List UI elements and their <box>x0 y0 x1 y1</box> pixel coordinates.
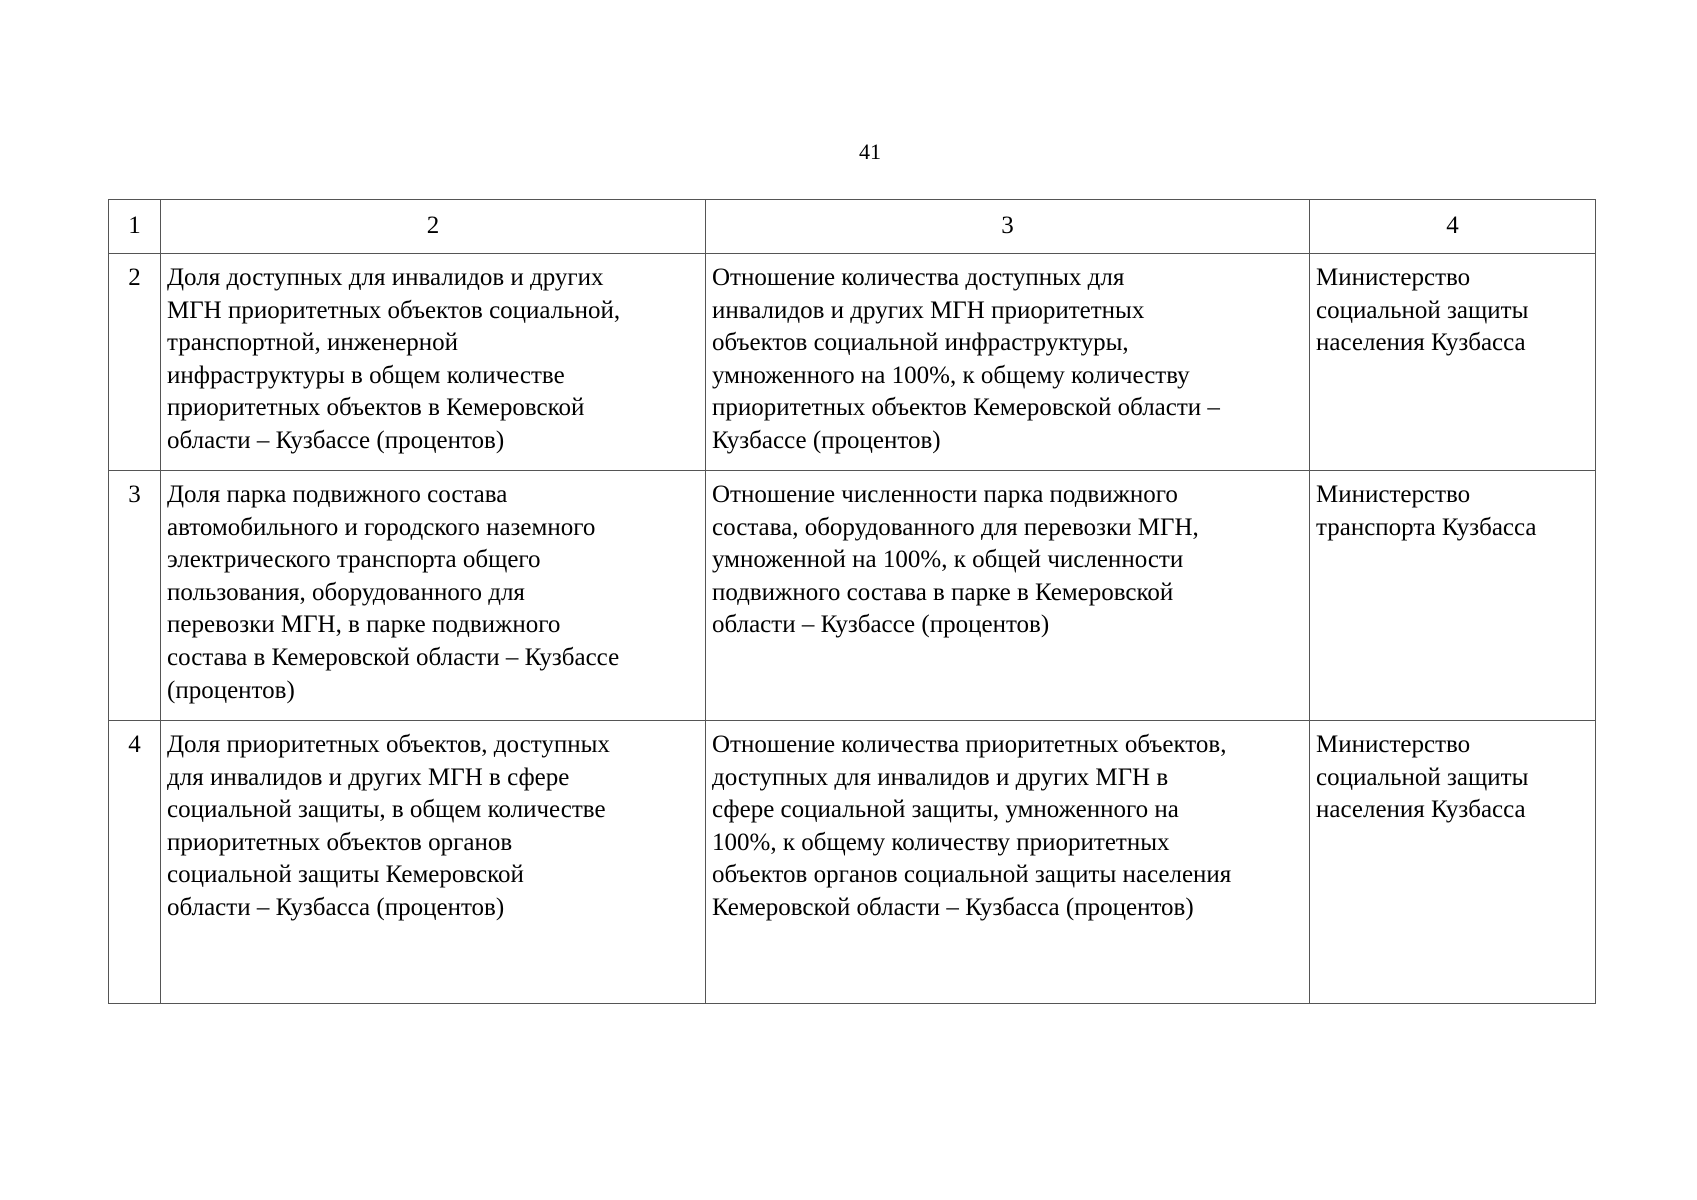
table-row <box>109 254 1596 471</box>
column-number-header-2: 2 <box>161 200 706 254</box>
responsible-text: Министерство транспорта Кузбасса <box>1316 481 1537 541</box>
indicator-text: Доля доступных для инвалидов и других МГН приоритетных объектов социальной, транспортной, инженерной инфраструктуры в общем количестве приоритетных объектов в Кемеровской области – Кузбассе (процентов) <box>167 264 621 454</box>
indicator-text: Доля приоритетных объектов, доступных для инвалидов и других МГН в сфере социальной защиты, в общем количестве приоритетных объектов органов социальной защиты Кемеровской области – Кузбасса (процентов) <box>167 731 610 921</box>
method-text: Отношение количества приоритетных объектов, доступных для инвалидов и других МГН в сфере социальной защиты, умноженного на 100%, к общему количеству приоритетных объектов органов социальной защиты населения Кемеровской области – Кузбасса (процентов) <box>712 731 1232 921</box>
method-text: Отношение численности парка подвижного состава, оборудованного для перевозки МГН, умноженной на 100%, к общей численности подвижного состава в парке в Кемеровской области – Кузбассе (процентов) <box>712 481 1199 639</box>
responsible-text: Министерство социальной защиты населения Кузбасса <box>1316 264 1529 357</box>
table-row <box>109 471 1596 721</box>
column-number-header-1: 1 <box>109 200 161 254</box>
column-number-header-4: 4 <box>1310 200 1596 254</box>
row-number-cell: 3 <box>109 471 161 721</box>
indicators-table <box>108 199 1596 1004</box>
row-number-cell: 4 <box>109 721 161 1004</box>
responsible-text: Министерство социальной защиты населения Кузбасса <box>1316 731 1529 824</box>
method-cell <box>706 471 1310 721</box>
responsible-cell <box>1310 254 1596 471</box>
responsible-cell <box>1310 721 1596 1004</box>
page-number: 41 <box>859 139 881 164</box>
responsible-cell <box>1310 471 1596 721</box>
table-header-row <box>109 200 1596 254</box>
table-row <box>109 721 1596 1004</box>
method-cell <box>706 254 1310 471</box>
row-number-cell: 2 <box>109 254 161 471</box>
indicator-cell <box>161 254 706 471</box>
column-number-header-3: 3 <box>706 200 1310 254</box>
indicator-cell <box>161 471 706 721</box>
method-cell <box>706 721 1310 1004</box>
indicator-cell <box>161 721 706 1004</box>
indicator-text: Доля парка подвижного состава автомобильного и городского наземного электрического транспорта общего пользования, оборудованного для перевозки МГН, в парке подвижного состава в Кемеровской области – Кузбассе (процентов) <box>167 481 620 704</box>
method-text: Отношение количества доступных для инвалидов и других МГН приоритетных объектов социальной инфраструктуры, умноженного на 100%, к общему количеству приоритетных объектов Кемеровской области – Кузбассе (процентов) <box>712 264 1220 454</box>
